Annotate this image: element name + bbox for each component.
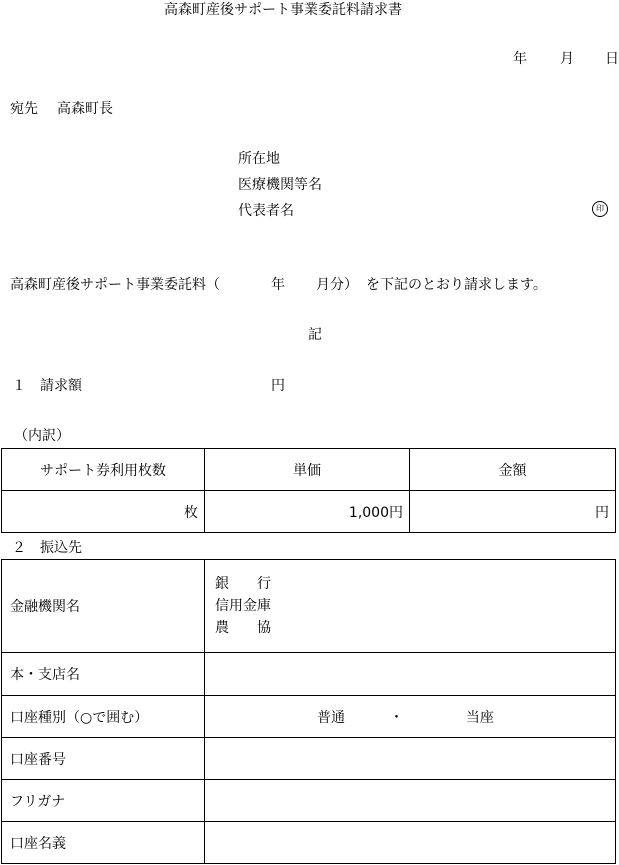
- furigana-label: フリガナ: [2, 780, 205, 822]
- section1-unit: 円: [271, 378, 285, 394]
- institution-label: 医療機関等名: [238, 177, 322, 193]
- cell-usage-count[interactable]: 枚: [2, 491, 205, 533]
- option-bank: 銀 行: [215, 576, 271, 592]
- section1-number: １: [12, 378, 26, 394]
- section2-label: 振込先: [40, 540, 82, 556]
- request-prefix: 高森町産後サポート事業委託料（: [10, 277, 220, 293]
- section1-label: 請求額: [40, 378, 82, 394]
- furigana-field[interactable]: [205, 780, 616, 822]
- breakdown-label: （内訳）: [14, 428, 70, 444]
- header-amount: 金額: [410, 449, 616, 491]
- header-unit-price: 単価: [205, 449, 410, 491]
- account-type-current[interactable]: 当座: [465, 709, 494, 726]
- account-holder-field[interactable]: [205, 822, 616, 864]
- ki-heading: 記: [308, 327, 322, 343]
- date-year: 年: [513, 51, 527, 67]
- header-usage-count: サポート券利用枚数: [2, 449, 205, 491]
- table-row: [2, 738, 616, 780]
- date-day: 日: [605, 51, 619, 67]
- table-row: [2, 653, 616, 696]
- account-holder-label: 口座名義: [2, 822, 205, 864]
- table-row: [2, 822, 616, 864]
- account-type-label: 口座種別（○で囲む）: [2, 696, 205, 738]
- table-row: [2, 696, 616, 738]
- table-row: [2, 780, 616, 822]
- addressee-label: 宛先: [10, 101, 38, 117]
- bank-table: [1, 559, 616, 864]
- breakdown-table: [1, 448, 616, 533]
- account-type-ordinary[interactable]: 普通: [317, 709, 345, 726]
- representative-label: 代表者名: [238, 203, 294, 219]
- option-credit-union: 信用金庫: [215, 598, 271, 614]
- account-type-separator: ・: [389, 709, 404, 726]
- address-label: 所在地: [238, 151, 280, 167]
- branch-name-field[interactable]: [205, 653, 616, 696]
- addressee-value: 高森町長: [57, 101, 113, 117]
- account-number-label: 口座番号: [2, 738, 205, 780]
- option-agri-coop: 農 協: [215, 620, 271, 636]
- cell-amount[interactable]: 円: [410, 491, 616, 533]
- branch-name-label: 本・支店名: [2, 653, 205, 696]
- section2-number: ２: [12, 540, 26, 556]
- account-number-field[interactable]: [205, 738, 616, 780]
- page-title: 高森町産後サポート事業委託料請求書: [164, 2, 402, 18]
- request-suffix: を下記のとおり請求します。: [366, 277, 547, 293]
- request-month: 月分）: [316, 277, 358, 293]
- seal-mark: 印: [592, 201, 608, 217]
- table-row: [2, 560, 616, 653]
- date-month: 月: [560, 51, 574, 67]
- cell-unit-price: 1,000円: [205, 491, 410, 533]
- request-year: 年: [271, 277, 285, 293]
- bank-name-label: 金融機関名: [2, 560, 205, 653]
